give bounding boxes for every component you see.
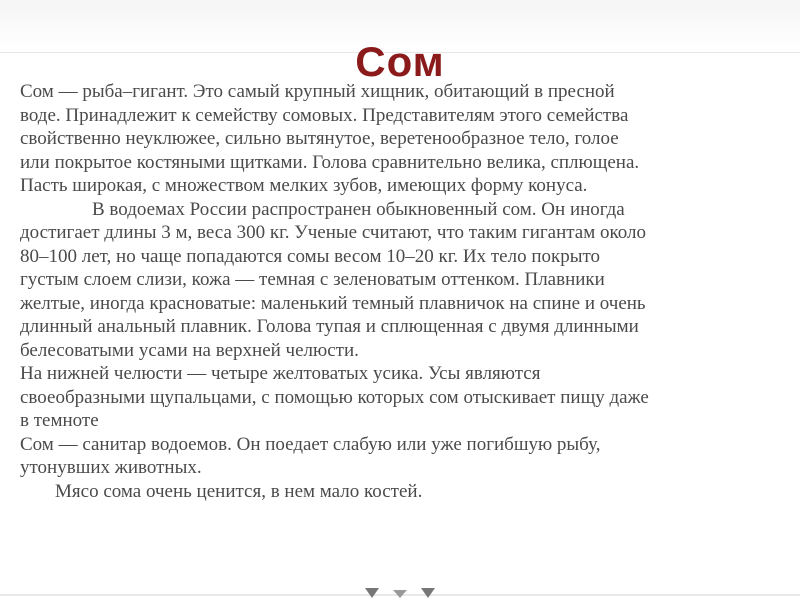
body-line: Сом — санитар водоемов. Он поедает слабую или уже погибшую рыбу, <box>20 433 601 455</box>
body-line: Пасть широкая, с множеством мелких зубов, имеющих форму конуса. <box>20 175 588 196</box>
body-line: утонувших животных. <box>20 457 202 478</box>
triangle-down-icon <box>365 588 379 598</box>
triangle-down-icon <box>421 588 435 598</box>
triangle-down-icon <box>393 590 407 598</box>
body-line: достигает длины 3 м, веса 300 кг. Ученые считают, что таким гигантам около <box>20 222 646 243</box>
body-line: в темноте <box>20 410 99 431</box>
body-line: воде. Принадлежит к семейству сомовых. Представителям этого семейства <box>20 104 629 126</box>
slide-body <box>20 80 800 503</box>
body-line-indented: В водоемах России распространен обыкновенный сом. Он иногда <box>92 198 625 220</box>
body-line-indented: Мясо сома очень ценится, в нем мало костей. <box>55 480 423 502</box>
body-line: Сом — рыба–гигант. Это самый крупный хищник, обитающий в пресной <box>20 81 615 102</box>
body-line: свойственно неуклюжее, сильно вытянутое, веретенообразное тело, голое <box>20 128 619 149</box>
body-line: густым слоем слизи, кожа — темная с зеленоватым оттенком. Плавники <box>20 269 605 290</box>
body-line: длинный анальный плавник. Голова тупая и сплющенная с двумя длинными <box>20 316 639 337</box>
body-line: или покрытое костяными щитками. Голова сравнительно велика, сплющена. <box>20 151 640 173</box>
body-line: 80–100 лет, но чаще попадаются сомы весом 10–20 кг. Их тело покрыто <box>20 245 601 267</box>
body-line: белесоватыми усами на верхней челюсти. <box>20 339 359 361</box>
slide-title: Сом <box>355 38 445 85</box>
body-line: своеобразными щупальцами, с помощью которых сом отыскивает пищу даже <box>20 386 649 408</box>
body-line: желтые, иногда красноватые: маленький темный плавничок на спине и очень <box>20 292 646 314</box>
body-line: На нижней челюсти — четыре желтоватых усика. Усы являются <box>20 363 541 384</box>
